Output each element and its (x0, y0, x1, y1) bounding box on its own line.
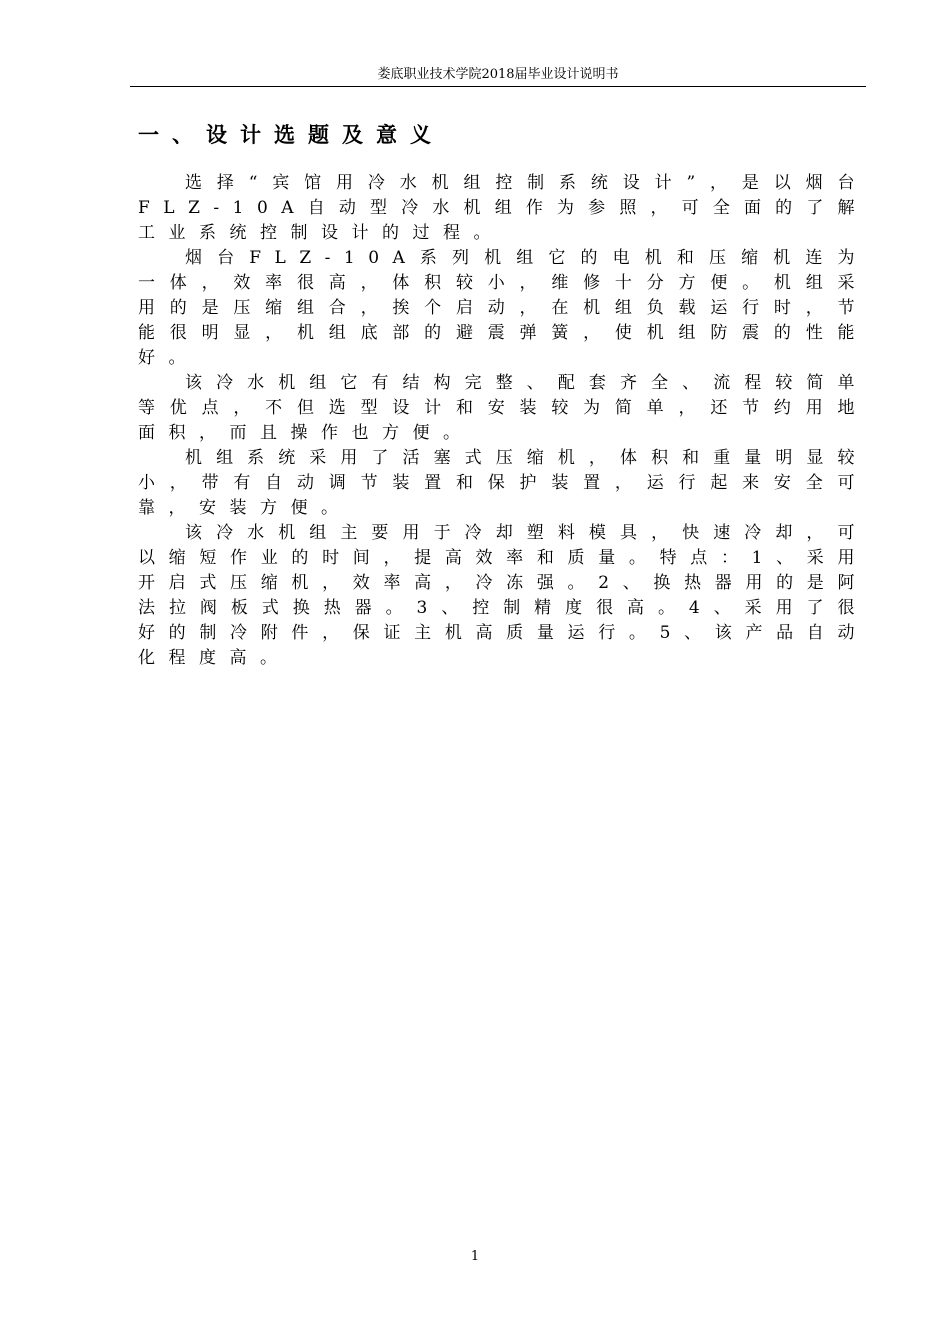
paragraph: 该冷水机组它有结构完整、配套齐全、流程较简单等优点，不但选型设计和安装较为简单，还节约用地面积，而且操作也方便。 (138, 373, 868, 443)
paragraph: 选择“宾馆用冷水机组控制系统设计”，是以烟台FLZ-10A自动型冷水机组作为参照，可全面的了解工业系统控制设计的过程。 (138, 173, 868, 243)
paragraph: 该冷水机组主要用于冷却塑料模具，快速冷却，可以缩短作业的时间，提高效率和质量。特点：1、采用开启式压缩机，效率高，冷冻强。2、换热器用的是阿法拉阀板式换热器。3、控制精度很高。4、采用了很好的制冷附件，保证主机高质量运行。5、该产品自动化程度高。 (138, 523, 868, 668)
header-rule (130, 86, 866, 87)
page-number: 1 (470, 1249, 480, 1264)
section-heading: 一、设计选题及意义 (138, 122, 444, 147)
body-text (138, 171, 868, 671)
running-header: 娄底职业技术学院2018届毕业设计说明书 (377, 67, 619, 82)
paragraph: 烟台FLZ-10A系列机组它的电机和压缩机连为一体，效率很高，体积较小，维修十分方便。机组采用的是压缩组合，挨个启动，在机组负载运行时，节能很明显，机组底部的避震弹簧，使机组防震的性能好。 (138, 248, 868, 368)
paragraph: 机组系统采用了活塞式压缩机，体积和重量明显较小，带有自动调节装置和保护装置，运行起来安全可靠，安装方便。 (138, 448, 868, 518)
